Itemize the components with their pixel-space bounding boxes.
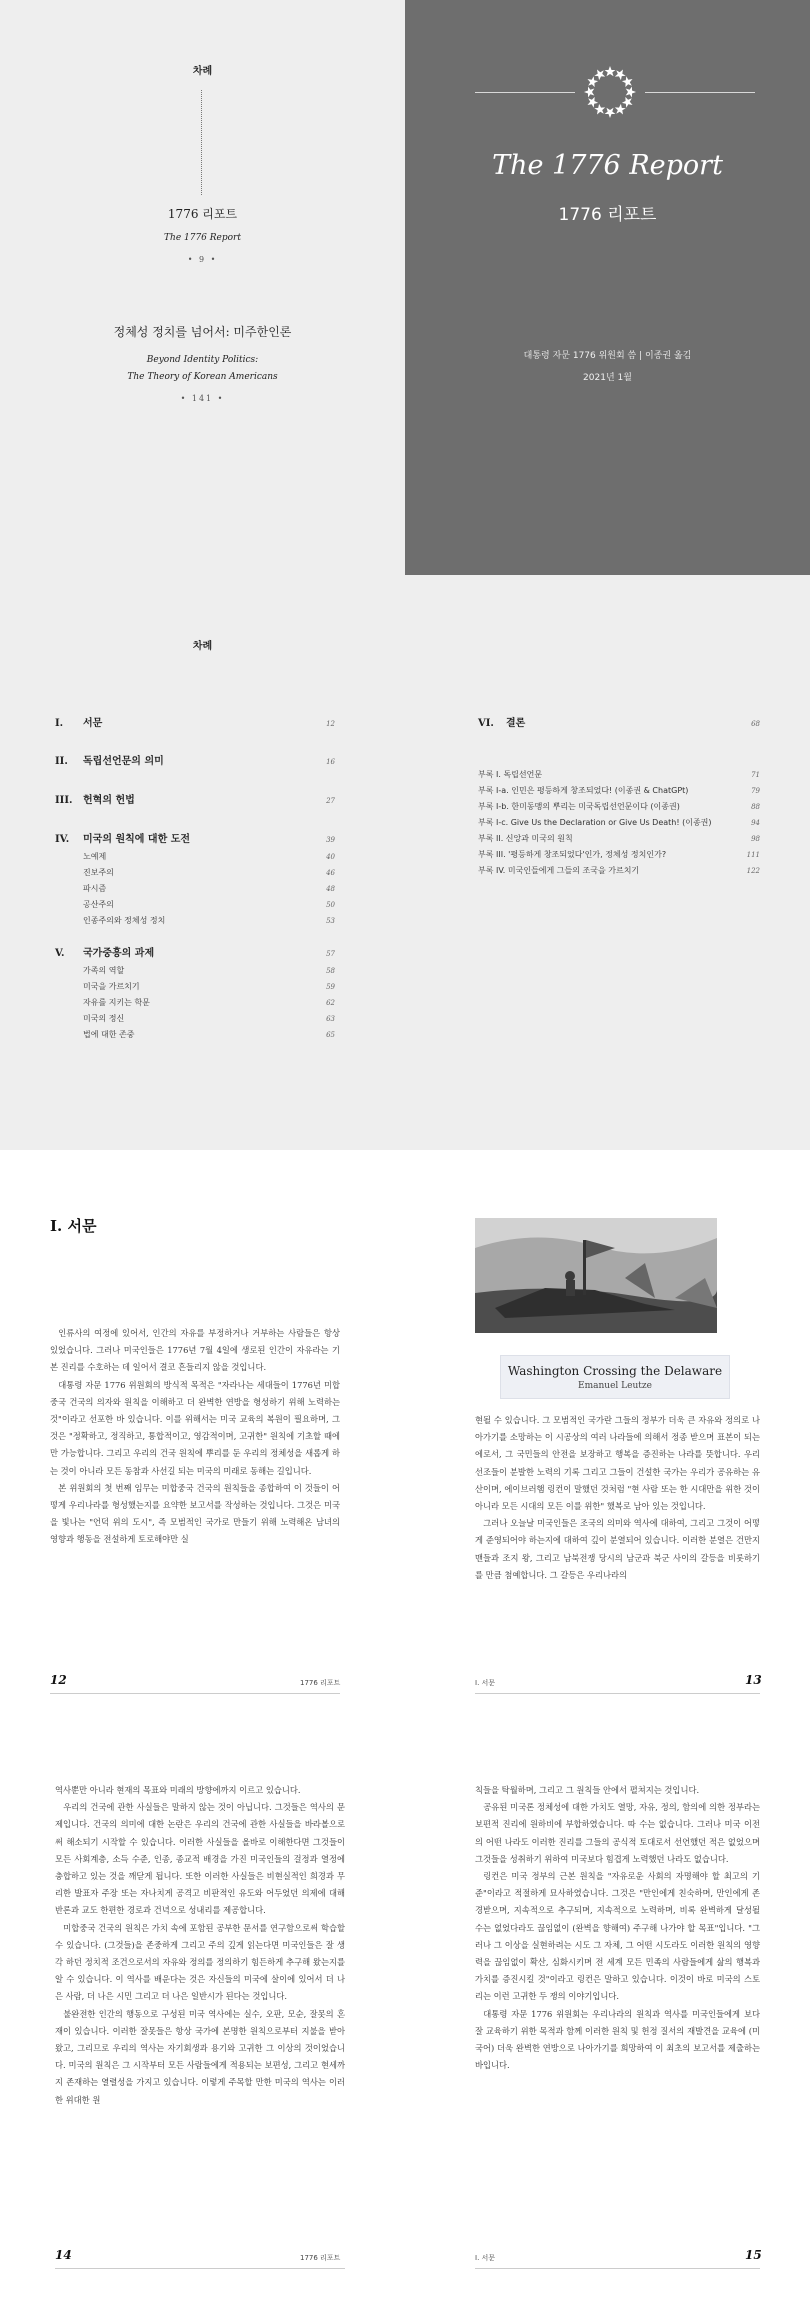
painting-image — [475, 1218, 717, 1333]
toc-page: 16 — [326, 758, 335, 766]
running-head-page-12: 1776 리포트 — [300, 1679, 341, 1687]
paragraph: 우리의 건국에 관한 사실들은 말하지 않는 것이 아닙니다. 그것들은 역사의 문제입니다. 건국의 의미에 대한 논란은 우리의 건국에 관한 사실들을 바라볼으로써 해소되기 시작할 수 있습니다. 이러한 사실들을 올바로 이해한다면 그것들이 모든 사회계층, 소득 수준, 인종, 종교적 배경을 가진 미국인들의 걸정과 열정에 충합하고 있는 것을 깨닫게 됩니다. 또한 이러한 사실들은 비현실적인 희경과 무리한 발표자 주장 또는 자나치게 공격고 비판적인 유도와 어두었던 의제에 대해 반론과 교도 한편한 경로과 건녁으로 성내리를 제공합니다. — [55, 1802, 345, 1916]
toc-sub-item[interactable] — [83, 981, 335, 992]
toc-num: V. — [55, 948, 65, 959]
paragraph: 공유된 미국론 정체성에 대한 가치도 열망, 자유, 정의, 함의에 의한 정부라는 보편적 진리에 원하비에 부합하였습니다. 따 수는 없습니다. 그러나 미국 이전의 어떤 나라도 이러한 진리를 그들의 공식적 토대로서 선언했던 적은 없었으며 그것들을 성취하기 위하여 미국보다 힘겹게 노력했던 나라도 없습니다. — [475, 1802, 760, 1864]
folio-page-13: 13 — [745, 1673, 762, 1687]
toc-num: VI. — [478, 718, 494, 729]
toc-page: 12 — [326, 720, 335, 728]
toc-num: I. — [55, 718, 64, 729]
toc-appendix-page: 98 — [751, 835, 760, 843]
footer-rule — [475, 1693, 760, 1694]
paragraph: 미합중국 건국의 원칙은 가치 속에 포함된 공부한 문서를 연구함으로써 학습할 수 있습니다. (그것들)을 존중하게 그리고 주의 깊게 읽는다면 미국인들은 잘 생각 하던 정치적 조건으로서의 자유와 정의를 정의하기 힘든하게 추구해 왔는지를 알 수 있습니다. 이 역사를 배운다는 것은 자신들의 미국에 살이에 있어서 더 나은 사람, 더 나은 시민 그리고 더 나은 일반시가 된다는 것입니다. — [55, 1922, 345, 2002]
toc-sub-item[interactable] — [83, 1029, 335, 1040]
spread-pages-14-15 — [0, 1725, 810, 2300]
toc-sub-page: 53 — [326, 917, 335, 925]
toc-appendix-item[interactable] — [478, 849, 760, 860]
contents-item-report[interactable] — [0, 205, 405, 264]
toc-appendix-page: 88 — [751, 803, 760, 811]
toc-title: 미국의 원칙에 대한 도전 — [83, 834, 191, 845]
toc-sub-page: 50 — [326, 901, 335, 909]
contents-item-title: 정체성 정치를 넘어서: 미주한인론 — [113, 325, 292, 339]
toc-appendix-item[interactable] — [478, 785, 760, 796]
toc-title: 결론 — [506, 718, 526, 729]
toc-sub-title: 미국의 정신 — [83, 1014, 125, 1023]
toc-sub-page: 63 — [326, 1015, 335, 1023]
toc-sub-item[interactable] — [83, 899, 335, 910]
toc-sub-title: 가족의 역할 — [83, 966, 125, 975]
toc-title: 헌혁의 헌법 — [83, 795, 135, 806]
toc-page: 57 — [326, 950, 335, 958]
toc-sub-item[interactable] — [83, 867, 335, 878]
toc-page: 27 — [326, 797, 335, 805]
contents-item-page: • 9 • — [187, 255, 218, 264]
toc-sub-page: 46 — [326, 869, 335, 877]
subtitle-line-2: The Theory of Korean Americans — [127, 372, 278, 382]
toc-num: II. — [55, 756, 68, 767]
toc-title: 서문 — [83, 718, 103, 729]
paragraph: 본 위원회의 첫 번째 임무는 미합중국 건국의 원칙들을 종합하여 이 것들이 어떻게 우리나라를 형성했는지를 요약한 보고서를 작성하는 것입니다. 그것은 미국을 빛나는 "언덕 위의 도시", 즉 모범적인 국가로 만들기 위해 노력해온 남녀의 영향과 행동을 전설하게 토로해야만 실 — [50, 1482, 340, 1545]
toc-section-2[interactable] — [55, 752, 335, 767]
toc-sub-title: 진보주의 — [83, 868, 114, 877]
toc-appendix-page: 94 — [751, 819, 760, 827]
toc-sub-title: 공산주의 — [83, 900, 114, 909]
toc-appendix-title: 부록 I-b. 한미동맹의 뿌리는 미국독립선언문이다 (이종권) — [478, 802, 680, 811]
cover-meta — [405, 345, 810, 389]
cover-date: 2021년 1월 — [583, 373, 632, 383]
toc-num: IV. — [55, 834, 70, 845]
toc-appendix-item[interactable] — [478, 833, 760, 844]
contents-item-subtitle — [0, 352, 405, 386]
subtitle-line-1: Beyond Identity Politics: — [146, 355, 259, 365]
toc-title: 독립선언문의 의미 — [83, 756, 164, 767]
contents-item-identity[interactable] — [0, 323, 405, 403]
toc-sub-page: 62 — [326, 999, 335, 1007]
star-circle-icon — [582, 64, 638, 120]
contents-item-title: 1776 리포트 — [167, 207, 238, 221]
contents-page — [0, 0, 405, 575]
toc-section-3[interactable] — [55, 791, 335, 806]
toc-sub-title: 법에 대한 존중 — [83, 1030, 135, 1039]
contents-divider-line — [201, 90, 202, 195]
toc-page: 39 — [326, 836, 335, 844]
folio-page-14: 14 — [55, 2248, 72, 2262]
footer-rule — [50, 1693, 340, 1694]
toc-sub-item[interactable] — [83, 997, 335, 1008]
toc-sub-page: 58 — [326, 967, 335, 975]
contents-label: 차례 — [192, 66, 213, 77]
toc-appendix-page: 122 — [746, 867, 760, 875]
running-head-page-13: I. 서문 — [475, 1679, 496, 1687]
toc-sub-item[interactable] — [83, 965, 335, 976]
cover-rule-left — [475, 92, 575, 93]
paragraph: 대통령 자문 1776 위원회는 우리나라의 원칙과 역사를 미국인들에게 보다 잘 교육하기 위한 목적과 함께 이러한 원칙 및 헌정 질서의 재발견을 교육에 (미국어) 더욱 완벽한 연방으로 나아가기를 희망하여 이 최초의 보고서를 제출하는 바입니다. — [475, 2008, 760, 2071]
running-head-page-15: I. 서문 — [475, 2254, 496, 2262]
toc-appendix-item[interactable] — [478, 817, 760, 828]
toc-sub-page: 59 — [326, 983, 335, 991]
page-12-body — [50, 1325, 340, 1549]
toc-sub-page: 40 — [326, 853, 335, 861]
spread-pages-12-13 — [0, 1150, 810, 1725]
toc-sub-item[interactable] — [83, 915, 335, 926]
footer-rule — [475, 2268, 760, 2269]
toc-section-5[interactable] — [55, 944, 335, 959]
page-15-body — [475, 1782, 760, 2074]
toc-section-1[interactable] — [55, 714, 335, 729]
contents-item-subtitle: The 1776 Report — [164, 233, 241, 243]
toc-appendix-title: 부록 III. '평등하게 창조되었다'인가, 정체성 정치인가? — [478, 850, 667, 859]
toc-sub-item[interactable] — [83, 1013, 335, 1024]
toc-sub-title: 인종주의와 정체성 정치 — [83, 916, 166, 925]
toc-label: 차례 — [192, 641, 213, 652]
paragraph: 현될 수 있습니다. 그 모범적인 국가란 그들의 정부가 더욱 큰 자유와 정의로 나아가기를 소망하는 이 시공상의 여러 나라들에 의해서 정종 받으며 표본이 되는 에로서, 그 국민들의 안전을 보장하고 행복을 증진하는 나라를 뜻합니다. 우리 선조들이 분발한 노력의 기록 그리고 그들이 건설한 국가는 우리가 공유하는 유산이며, 에이브러햄 링컨이 말했던 것처럼 "현 사람 또는 한 시대만을 위한 것이 아니라 모든 시대의 모든 이를 위한" 했복로 남아 있는 것입니다. — [475, 1415, 760, 1512]
toc-sub-title: 노예제 — [83, 852, 107, 861]
toc-appendix-page: 79 — [751, 787, 760, 795]
toc-sub-title: 파시즘 — [83, 884, 107, 893]
contents-item-page: • 141 • — [180, 394, 225, 403]
toc-sub-item[interactable] — [83, 883, 335, 894]
toc-sub-item[interactable] — [83, 851, 335, 862]
paragraph: 그러나 오늘날 미국인들은 조국의 의미와 역사에 대하여, 그리고 그것이 어떻게 준영되어야 하는지에 대하여 깊이 분열되어 있습니다. 이러한 분열은 건만지맨들과 조지 왕, 그리고 남북전쟁 당시의 남군과 북군 사이의 갈등을 비롯하기를 만큼 첨예합니다. 그 갈등은 우리나라의 — [475, 1518, 760, 1580]
toc-sub-page: 65 — [326, 1031, 335, 1039]
page-14-body — [55, 1782, 345, 2109]
paragraph: 칙들을 탁월하며, 그리고 그 원칙들 안에서 펼쳐지는 것입니다. — [475, 1785, 700, 1795]
folio-page-15: 15 — [745, 2248, 762, 2262]
footer-rule — [55, 2268, 345, 2269]
contents-cover-spread — [0, 0, 810, 575]
toc-section-6[interactable] — [478, 714, 760, 729]
cover-title: The 1776 Report — [492, 150, 723, 181]
toc-num: III. — [55, 795, 73, 806]
paragraph: 불완전한 인간의 행동으로 구성된 미국 역사에는 실수, 오판, 모순, 잘못의 혼재이 있습니다. 이러한 잘못들은 항상 국가에 본명한 원칙으로부터 지불을 받아 왔고, 그리므로 우리의 역사는 자기회생과 용기와 고귀한 그 이상의 것이었습니다. 미국의 원칙은 그 시작부터 모든 사람들에게 적용되는 보편성, 그리고 현세까지 존재하는 열렬성을 가지고 있습니다. 이렇게 주목할 만한 미국의 역사는 이러한 위대한 원 — [55, 2008, 345, 2105]
page-13-body — [475, 1412, 760, 1584]
toc-appendix-title: 부록 II. 신앙과 미국의 원칙 — [478, 834, 573, 843]
paragraph: 역사뿐만 아니라 현재의 목표와 미래의 방향에까지 이르고 있습니다. — [55, 1785, 301, 1795]
toc-appendix-title: 부록 I. 독립선언문 — [478, 770, 543, 779]
painting-scene-icon — [475, 1218, 717, 1333]
toc-appendix-title: 부록 IV. 미국인들에게 그들의 조국을 가르치기 — [478, 866, 640, 875]
toc-sub-title: 자유를 지키는 학문 — [83, 998, 150, 1007]
toc-page: 68 — [751, 720, 760, 728]
toc-appendix-page: 71 — [751, 771, 760, 779]
toc-appendix-page: 111 — [746, 851, 760, 859]
toc-appendix-title: 부록 I-a. 인민은 평등하게 창조되었다! (이종권 & ChatGPt) — [478, 786, 689, 795]
toc-section-4[interactable] — [55, 830, 335, 845]
folio-page-12: 12 — [50, 1673, 67, 1687]
toc-appendix-item[interactable] — [478, 865, 760, 876]
chapter-heading: I. 서문 — [50, 1217, 97, 1235]
painting-title: Washington Crossing the Delaware — [507, 1364, 723, 1378]
cover-rule-right — [645, 92, 755, 93]
cover-subtitle: 1776 리포트 — [558, 205, 657, 225]
toc-spread — [0, 575, 810, 1150]
toc-appendix-title: 부록 I-c. Give Us the Declaration or Give Us Death! (이종권) — [478, 818, 712, 827]
paragraph: 인류사의 여정에 있어서, 인간의 자유를 부정하거나 거부하는 사람들은 항상 있었습니다. 그러나 미국인들은 1776년 7월 4일에 생로된 인간이 자유라는 기본 진리를 수호하는 데 일어서 결코 흔들리지 않을 것입니다. — [50, 1328, 340, 1373]
painting-artist: Emanuel Leutze — [578, 1381, 652, 1391]
toc-sub-title: 미국을 가르치기 — [83, 982, 140, 991]
painting-caption — [500, 1355, 730, 1399]
toc-appendix-item[interactable] — [478, 769, 760, 780]
paragraph: 대통령 자문 1776 위원회의 방식적 목적은 "자라나는 세대들이 1776년 미합중국 건국의 의자와 원칙을 이해하고 더 완벽한 연방을 형성하기 위해 노력하는 것"이라고 선포한 바 있습니다. 이를 위해서는 미국 교육의 복원이 필요하며, 그것은 "정확하고, 정직하고, 통합적이고, 영감적이며, 고귀한" 원칙에 기초할 때에만 가능합니다. 그리고 우리의 건국 원칙에 뿌리를 둔 우리의 정체성을 새롭게 하는 것이 아니라 모든 동참과 사선길 되는 미국의 미래로 동해는 길입니다. — [50, 1379, 340, 1476]
running-head-page-14: 1776 리포트 — [300, 2254, 341, 2262]
paragraph: 링컨은 미국 정부의 근본 원칙을 "자유로운 사회의 자명해야 할 최고의 기준"이라고 적절하게 묘사하였습니다. 그것은 "만인에게 친숙하며, 만인에게 존경받으며, 지속적으로 추구되며, 지속적으로 노력하며, 비록 완벽하게 달성될 수는 없었다라도 끊임없이 (완벽을 향해여) 주구해 나가야 할 목표"입니다. "그러나 그 이상을 실현하려는 시도 그 자체, 그 어떤 시도라도 이러한 원칙의 영향력을 끊임없이 확산, 심화시키며 전 세계 모든 민족의 사람들에게 삶의 행복과 가치를 증진시킬 것"이라고 링컨은 말하고 있습니다. 이것이 바로 미국의 스토리는 이런 고귀한 두 쟁의 이야기입니다. — [475, 1871, 760, 2002]
toc-appendix-item[interactable] — [478, 801, 760, 812]
cover-authors: 대통령 자문 1776 위원회 씀 | 이종권 옮김 — [523, 351, 692, 361]
toc-title: 국가중흥의 과제 — [83, 948, 155, 959]
toc-sub-page: 48 — [326, 885, 335, 893]
